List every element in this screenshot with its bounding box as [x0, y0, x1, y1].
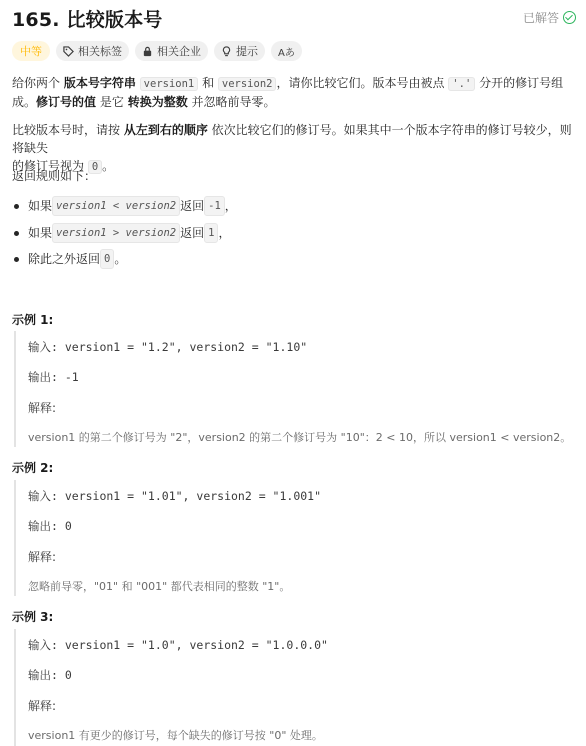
text: 返回 [180, 199, 205, 213]
text: 并忽略前导零。 [187, 95, 276, 109]
font-size-icon: Aあ [278, 47, 295, 59]
example-3-explain-label: 解释: [28, 699, 57, 713]
example-2-output: 输出: 0 [28, 519, 72, 533]
tag-bar [12, 41, 302, 61]
example-1-input: 输入: version1 = "1.2", version2 = "1.10" [28, 340, 308, 354]
inline-code: 0 [88, 160, 102, 174]
hint-label: 提示 [236, 45, 258, 58]
lightbulb-icon [221, 46, 232, 57]
solved-status [523, 9, 576, 26]
inline-code [52, 223, 180, 243]
related-tags-button[interactable] [56, 41, 129, 61]
inline-code: version1 [140, 77, 199, 91]
bold-text: 转换为整数 [127, 95, 188, 109]
description-paragraph-3: 返回规则如下： [12, 169, 97, 183]
problem-title: 165. 比较版本号 [12, 9, 163, 31]
bullet-dot [14, 257, 19, 262]
text: 。 [102, 159, 115, 173]
related-companies-button[interactable] [135, 41, 208, 61]
tag-icon [63, 46, 74, 57]
example-3-explain: version1 有更少的修订号，每个缺失的修订号按 "0" 处理。 [28, 729, 323, 742]
bullet-dot [14, 204, 19, 209]
text: 依次比较它们的修订号。如果其中一个版本字符串的修订号较少，则将缺失 [12, 123, 572, 155]
code-text: version1 < version2 [56, 200, 177, 212]
text: 除此之外返回 [28, 252, 101, 266]
bold-text: 的值 [72, 95, 97, 109]
inline-code: 0 [100, 249, 114, 269]
text: 的修订号视为 [12, 159, 88, 173]
list-item [12, 223, 230, 243]
bold-text: 从左到右的顺序 [123, 123, 208, 137]
solved-label: 已解答 [522, 11, 559, 25]
text: ， [224, 199, 237, 213]
list-item [12, 196, 237, 216]
text: ， [218, 226, 231, 240]
inline-code: -1 [204, 196, 225, 216]
example-1-output: 输出: -1 [28, 370, 79, 384]
example-3-block [14, 629, 576, 746]
example-2-title: 示例 2: [12, 461, 54, 475]
example-3-output: 输出: 0 [28, 668, 72, 682]
text: 。 [114, 252, 127, 266]
text: 给你两个 [12, 76, 64, 90]
text: 返回 [180, 226, 205, 240]
bullet-dot [14, 231, 19, 236]
text: 如果 [28, 226, 53, 240]
text: 分开的修订号组成。 [12, 76, 564, 109]
example-2-explain: 忽略前导零，"01" 和 "001" 都代表相同的整数 "1"。 [28, 580, 291, 593]
example-2-explain-label: 解释: [28, 550, 57, 564]
text: 和 [198, 76, 218, 90]
description-paragraph-1 [12, 74, 578, 111]
example-1-title: 示例 1: [12, 313, 54, 327]
example-1-explain-label: 解释: [28, 401, 57, 415]
list-item [12, 249, 126, 269]
example-1-explain: version1 的第二个修订号为 "2"，version2 的第二个修订号为 "10"：2 < 10，所以 version1 < version2。 [28, 431, 572, 444]
example-3-title: 示例 3: [12, 610, 54, 624]
text: 如果 [28, 199, 53, 213]
inline-code: version2 [218, 77, 277, 91]
font-size-button[interactable] [271, 41, 302, 61]
code-text: version1 > version2 [56, 227, 177, 239]
text: 比较版本号时，请按 [12, 123, 124, 137]
difficulty-badge: 中等 [12, 41, 50, 61]
example-1-block [14, 331, 576, 447]
text: 是它 [96, 95, 128, 109]
bold-text: 版本号字符串 [63, 76, 136, 90]
inline-code: 1 [204, 223, 218, 243]
example-2-input: 输入: version1 = "1.01", version2 = "1.001" [28, 489, 322, 503]
inline-code: '.' [448, 77, 475, 91]
example-2-block [14, 480, 576, 596]
text: ，请你比较它们。版本号由被点 [276, 76, 449, 90]
lock-icon [142, 46, 153, 57]
hint-button[interactable] [214, 41, 265, 61]
bold-text: 修订号 [36, 95, 73, 109]
example-3-input: 输入: version1 = "1.0", version2 = "1.0.0.0" [28, 638, 328, 652]
check-circle-icon [563, 11, 576, 24]
related-companies-label: 相关企业 [157, 45, 201, 58]
related-tags-label: 相关标签 [78, 45, 122, 58]
inline-code [52, 196, 180, 216]
